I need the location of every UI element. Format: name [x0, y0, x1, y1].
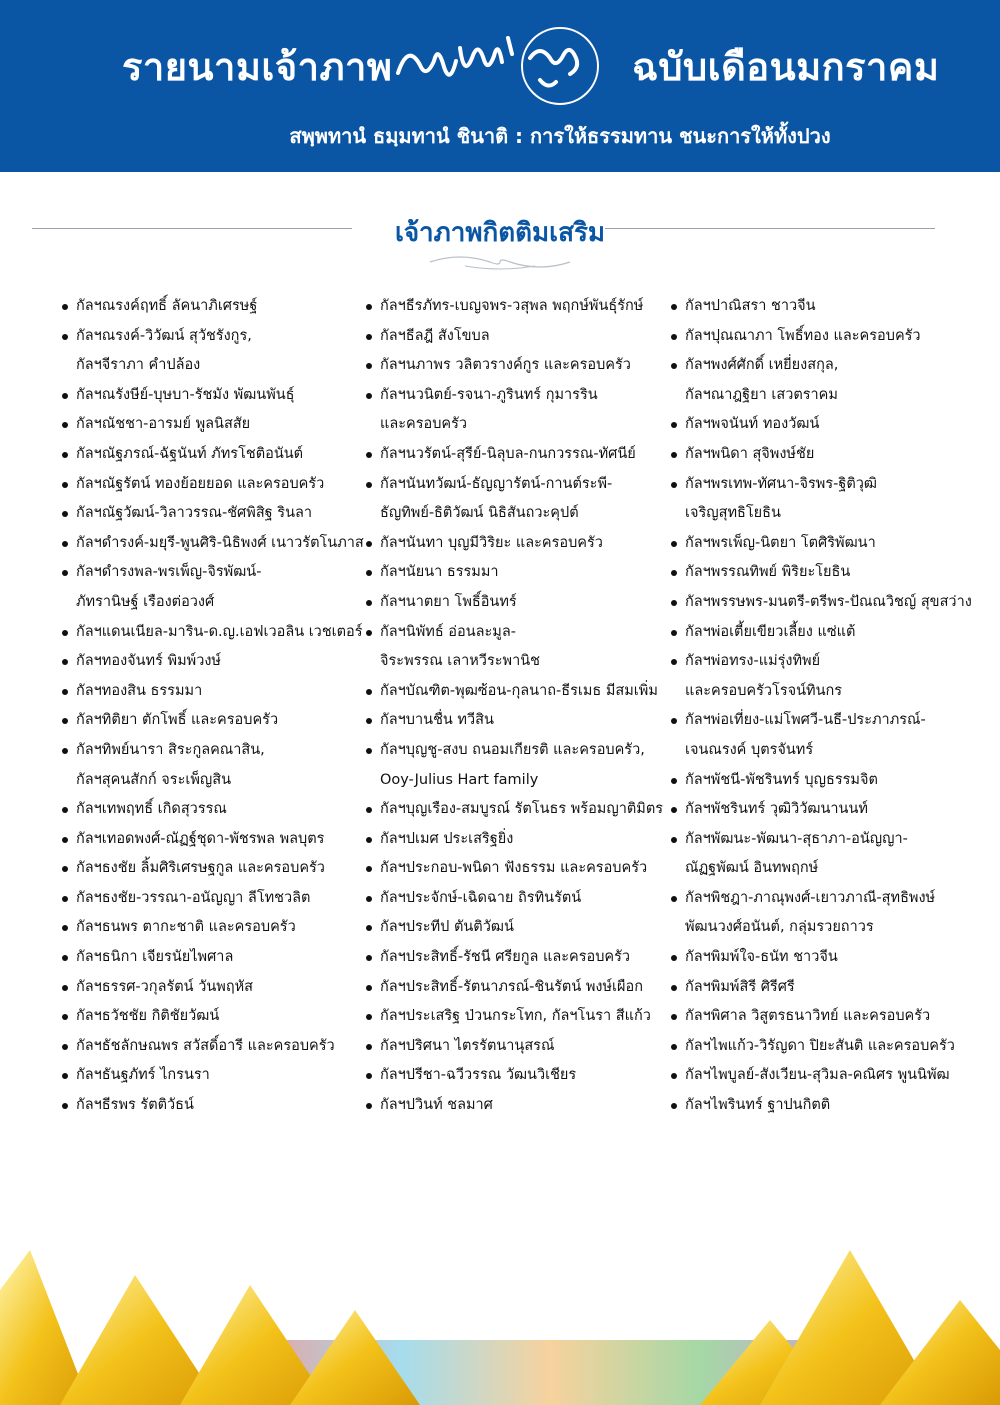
donor-list-item [62, 1032, 364, 1062]
header-title-left: รายนามเจ้าภาพ [122, 45, 393, 89]
donor-list-item [366, 292, 663, 322]
donor-list-item [62, 322, 364, 381]
donor-list-item [62, 1091, 364, 1121]
donor-name: กัลฯธีรภัทร-เบญจพร-วสุพล พฤกษ์พันธุ์รักษ์ [380, 298, 644, 314]
donor-name: กัลฯนวรัตน์-สุรีย์-นิลุบล-กนกวรรณ-ทัศนีย์ [380, 445, 636, 462]
donor-list-item [62, 706, 364, 736]
donor-name: และครอบครัว [380, 416, 468, 433]
donor-name: กัลฯนันทวัฒน์-ธัญญารัตน์-กานต์ระพี- [380, 475, 613, 492]
donor-list-item [62, 736, 364, 795]
donor-name: ภัทรานิษฐ์ เรืองต่อวงศ์ [76, 593, 215, 610]
donor-list-item [366, 913, 663, 943]
donor-name: พัฒนวงศ์อนันต์, กลุ่มรวยถาวร [685, 919, 874, 936]
donor-list-item [62, 440, 364, 470]
donor-name: กัลฯณัฐรัตน์ ทองย้อยยอด และครอบครัว [76, 475, 325, 492]
donor-name: กัลฯพ่อเตี้ยเขียวเลี้ยง แซ่แต้ [685, 623, 856, 640]
donor-name: เจนณรงค์ บุตรจันทร์ [685, 741, 814, 758]
donor-name: กัลฯพรรษพร-มนตรี-ตรีพร-ปัณณวิชญ์ สุขสว่าง [685, 593, 972, 610]
donor-name: กัลฯสุคนสักก์ จระเพ็ญสิน [76, 771, 231, 788]
donor-name: กัลฯธีลฎี สังโขบล [380, 327, 490, 344]
donor-list-item [366, 825, 663, 855]
donor-list-item [62, 854, 364, 884]
donor-name: กัลฯพัชรินทร์ วุฒิวิวัฒนานนท์ [685, 801, 868, 818]
donor-name: กัลฯธัชลักษณพร สวัสดิ์อารี และครอบครัว [76, 1037, 335, 1054]
donor-name: กัลฯนวนิตย์-รจนา-ภูรินทร์ กุมารริน [380, 386, 598, 403]
donor-list-item [366, 1002, 663, 1032]
donor-list-item [671, 943, 972, 973]
donor-name: กัลฯพิมพ์สิรี ศิรีศรี [685, 978, 795, 995]
donor-name: ธัญทิพย์-ธิติวัฒน์ นิธิสันถวะคุปต์ [380, 505, 579, 522]
donor-list-item [366, 1091, 663, 1121]
donor-name: กัลฯณัฐภรณ์-ฉัฐนันท์ ภัทรโชติอนันต์ [76, 445, 304, 462]
donor-list-column-2 [366, 292, 663, 1121]
donor-name: กัลฯธนพร ตากะชาติ และครอบครัว [76, 919, 296, 936]
donor-list-item [366, 736, 663, 795]
donor-name: เจริญสุทธิโยธิน [685, 505, 781, 522]
donor-list-column-3 [671, 292, 972, 1121]
donor-name: กัลฯเทพฤทธิ์ เกิดสุวรรณ [76, 801, 227, 818]
donor-name: กัลฯบุญเรือง-สมบูรณ์ รัตโนธร พร้อมญาติมิตร [380, 801, 664, 818]
donor-name: กัลฯนัยนา ธรรมมา [380, 564, 499, 581]
donor-name: กัลฯไพรินทร์ ฐาปนกิตติ [685, 1097, 831, 1114]
donor-list-item [671, 322, 972, 352]
donor-list-item [62, 825, 364, 855]
donor-list-item [366, 854, 663, 884]
donor-name: กัลฯพ่อเที่ยง-แม่โพศวี-นธี-ประภาภรณ์- [685, 712, 926, 729]
donor-list-item [366, 381, 663, 440]
donor-list-item [671, 440, 972, 470]
donor-list-item [62, 529, 364, 559]
donor-name: กัลฯไพบูลย์-สังเวียน-สุวิมล-คณิศร พูนนิพัฒ [685, 1067, 950, 1084]
donor-name: กัลฯบุญชู-สงบ ถนอมเกียรติ และครอบครัว, [380, 741, 645, 758]
donor-list-item [671, 647, 972, 706]
donor-name: กัลฯธงชัย ลิ้มศิริเศรษฐกูล และครอบครัว [76, 860, 325, 877]
donor-name: กัลฯพรเทพ-ทัศนา-จิรพร-ฐิติวุฒิ [685, 475, 878, 492]
donor-name: กัลฯบัณฑิต-พุฒซ้อน-กุลนาถ-ธีรเมธ มีสมเพิ่ม [380, 682, 658, 699]
donor-name: กัลฯพิชฎา-ภาณุพงศ์-เยาวภาณี-สุทธิพงษ์ [685, 889, 936, 906]
donor-list-item [671, 292, 972, 322]
donor-name: กัลฯดำรงค์-มยุรี-พูนศิริ-นิธิพงศ์ เนาวรัตโนภาส [76, 534, 364, 551]
header-subtitle: สพฺพทานํ ธมฺมทานํ ชินาติ : การให้ธรรมทาน ชนะการให้ทั้งปวง [289, 124, 831, 148]
donor-list-item [671, 1061, 972, 1091]
donor-list-item [62, 499, 364, 529]
donor-name: กัลฯพ่อทรง-แม่รุ่งทิพย์ [685, 653, 821, 670]
donor-list-item [366, 558, 663, 588]
donor-list-item [62, 292, 364, 322]
donor-list-item [671, 706, 972, 765]
donor-name: และครอบครัวโรจน์ทินกร [685, 682, 843, 699]
donor-list-item [62, 943, 364, 973]
donor-name: กัลฯพนิดา สุจิพงษ์ชัย [685, 445, 815, 462]
donor-name: กัลฯพิศาล วิสูตรธนาวิทย์ และครอบครัว [685, 1008, 931, 1025]
donor-name: กัลฯปาณิสรา ชาวจีน [685, 298, 816, 314]
donor-list-item [62, 381, 364, 411]
donor-list-column-1 [62, 292, 364, 1121]
donor-name: กัลฯปวินท์ ชลมาศ [380, 1097, 493, 1114]
donor-name: กัลฯทองสิน ธรรมมา [76, 682, 203, 699]
donor-list-item [62, 470, 364, 500]
donor-list-item [671, 1032, 972, 1062]
donor-list-item [671, 558, 972, 588]
donor-list-item [671, 825, 972, 884]
donor-name: กัลฯธนิกา เจียรนัยไพศาล [76, 949, 234, 966]
donor-list-item [366, 943, 663, 973]
donor-list-item [366, 706, 663, 736]
donor-list-item [671, 884, 972, 943]
donor-list-item [366, 351, 663, 381]
donor-list-item [366, 529, 663, 559]
donor-name: ณัฏฐพัฒน์ อินทพฤกษ์ [685, 860, 819, 877]
donor-name: กัลฯพงศ์ศักดิ์ เหยี่ยงสกุล, [685, 357, 839, 374]
donor-name: กัลฯไพแก้ว-วิรัญดา ปิยะสันติ และครอบครัว [685, 1037, 955, 1054]
donor-name: กัลฯจีราภา คำปล้อง [76, 357, 201, 374]
donor-list-item [366, 618, 663, 677]
donor-name: กัลฯประสิทธิ์-รัชนี ศรียกูล และครอบครัว [380, 949, 631, 966]
ornament-flourish-icon [425, 252, 575, 272]
donor-name: กัลฯปริศนา ไตรรัตนานุสรณ์ [380, 1037, 555, 1054]
donor-name: กัลฯประทีป ตันติวัฒน์ [380, 919, 514, 936]
donor-list-item [366, 1032, 663, 1062]
donor-name: กัลฯปุณณาภา โพธิ์ทอง และครอบครัว [685, 327, 921, 344]
donor-name: กัลฯณาฎฐิยา เสวตราคม [685, 386, 838, 403]
donor-list-item [671, 973, 972, 1003]
donor-name: กัลฯธรรศ-วกุลรัตน์ วันพฤหัส [76, 978, 254, 995]
donor-list-item [62, 677, 364, 707]
donor-list-item [671, 470, 972, 529]
donor-name: กัลฯนิพัทธ์ อ่อนละมูล- [380, 623, 516, 640]
header-banner [0, 0, 1000, 172]
donor-name: กัลฯณัชชา-อารมย์ พูลนิสสัย [76, 416, 251, 433]
donor-name: กัลฯบานชื่น ทวีสิน [380, 712, 494, 729]
donor-name: กัลฯพรเพ็ญ-นิตยา โตศิริพัฒนา [685, 534, 876, 551]
donor-list-item [671, 410, 972, 440]
logo-badge [390, 18, 610, 108]
donor-name: กัลฯเทอดพงศ์-ณัฏฐ์ชุดา-พัชรพล พลบุตร [76, 830, 325, 847]
donor-name: กัลฯธวัชชัย กิติชัยวัฒน์ [76, 1008, 220, 1025]
donor-name: กัลฯธีรพร รัตติวัธน์ [76, 1097, 194, 1114]
donor-list-item [366, 440, 663, 470]
donor-list-item [62, 618, 364, 648]
donor-name: กัลฯณรังษีย์-บุษบา-รัชมัง พัฒนพันธุ์ [76, 386, 295, 403]
donor-list-item [671, 529, 972, 559]
donor-name: กัลฯธันฐภัทร์ ไกรนรา [76, 1067, 210, 1084]
donor-name: กัลฯณรงค์ฤทธิ์ ลัคนาภิเศรษฐ์ [76, 298, 258, 314]
donor-list-item [671, 795, 972, 825]
donor-name: กัลฯปรีชา-ฉวีวรรณ วัฒนวิเชียร [380, 1067, 577, 1084]
donor-name: กัลฯประกอบ-พนิดา ฟังธรรม และครอบครัว [380, 860, 648, 877]
donor-name: กัลฯณัฐวัฒน์-วิลาวรรณ-ชัศพิสิฐ รินลา [76, 505, 313, 522]
donor-name: กัลฯนันทา บุญมีวิริยะ และครอบครัว [380, 534, 603, 551]
donor-list-item [671, 1002, 972, 1032]
donor-name: กัลฯพจนันท์ ทองวัฒน์ [685, 416, 820, 433]
donor-name: กัลฯประสิทธิ์-รัตนาภรณ์-ชินรัตน์ พงษ์เผือก [380, 978, 643, 995]
donor-name: กัลฯพรรณทิพย์ พิริยะโยธิน [685, 564, 851, 581]
donor-list-item [671, 766, 972, 796]
donor-list-item [671, 588, 972, 618]
donor-list-item [62, 795, 364, 825]
donor-list-item [366, 322, 663, 352]
donor-list-item [366, 884, 663, 914]
header-title-right: ฉบับเดือนมกราคม [632, 45, 940, 89]
donor-name: กัลฯนภาพร วลิตวรางค์กูร และครอบครัว [380, 357, 631, 374]
donor-name: กัลฯปเมศ ประเสริฐยิ่ง [380, 830, 514, 847]
donor-name: Ooy-Julius Hart family [380, 771, 539, 788]
donor-name: กัลฯแดนเนียล-มาริน-ด.ญ.เอฟเวอลิน เวชเตอร์ [76, 623, 363, 640]
donor-list-item [62, 884, 364, 914]
donor-name: กัลฯประจักษ์-เฉิดฉาย ถิรทินรัตน์ [380, 889, 582, 906]
donor-list-item [62, 410, 364, 440]
donor-list-item [671, 1091, 972, 1121]
donor-list-item [62, 558, 364, 617]
donor-name: กัลฯทิติยา ตักโพธิ์ และครอบครัว [76, 712, 279, 729]
donor-list-item [62, 973, 364, 1003]
donor-list-item [366, 470, 663, 529]
donor-name: กัลฯพิมพ์ใจ-ธนัท ชาวจีน [685, 949, 838, 966]
donor-list-item [62, 647, 364, 677]
divider-right [605, 228, 935, 229]
donor-list-item [62, 1002, 364, 1032]
donor-name: กัลฯดำรงพล-พรเพ็ญ-จิรพัฒน์- [76, 564, 262, 581]
donor-list-item [366, 1061, 663, 1091]
donor-list-item [671, 351, 972, 410]
donor-list-item [62, 1061, 364, 1091]
donor-list-item [366, 677, 663, 707]
golden-pagoda-decoration [0, 1230, 1000, 1405]
donor-name: กัลฯพัชนี-พัชรินทร์ บุญธรรมจิต [685, 771, 878, 788]
donor-list-item [366, 588, 663, 618]
donor-name: กัลฯธงชัย-วรรณา-อนัญญา ลีโทชวลิต [76, 889, 311, 906]
donor-list-item [366, 973, 663, 1003]
donor-name: กัลฯทิพย์นารา สิระกูลคณาสิน, [76, 741, 265, 758]
donor-name: กัลฯประเสริฐ ป่วนกระโทก, กัลฯโนรา สีแก้ว [380, 1008, 651, 1025]
donor-list-item [62, 913, 364, 943]
donor-name: กัลฯนาตยา โพธิ์อินทร์ [380, 593, 517, 610]
donor-list-item [366, 795, 663, 825]
section-title: เจ้าภาพกิตติมเสริม [394, 218, 606, 248]
donor-name: จิระพรรณ เลาหวีระพานิช [380, 653, 540, 670]
donor-name: กัลฯณรงค์-วิวัฒน์ สุวัชรังกูร, [76, 327, 252, 344]
donor-name: กัลฯพัฒนะ-พัฒนา-สุธาภา-อนัญญา- [685, 830, 908, 847]
donor-list-item [671, 618, 972, 648]
donor-name: กัลฯทองจันทร์ พิมพ์วงษ์ [76, 653, 221, 670]
